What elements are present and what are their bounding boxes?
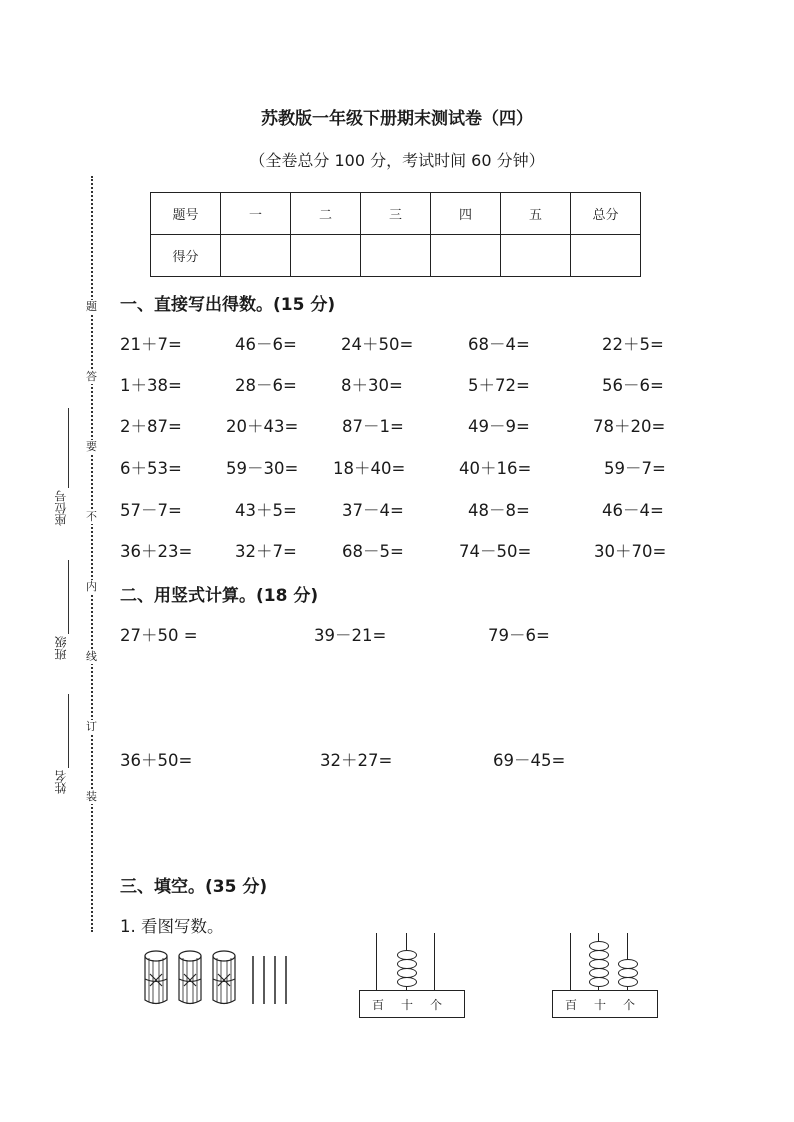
score-header-cell: 四	[431, 193, 501, 235]
problem: 32＋7=	[235, 542, 297, 561]
abacus-place-box	[552, 990, 658, 1018]
problem: 24＋50=	[341, 335, 414, 354]
problem: 56－6=	[602, 376, 664, 395]
place-ones: 个	[430, 998, 443, 1012]
problem: 87－1=	[342, 417, 404, 436]
oral-arith-row	[120, 372, 680, 396]
binding-dotted-line	[91, 176, 93, 932]
problem: 46－6=	[235, 335, 297, 354]
place-tens: 十	[401, 998, 414, 1012]
score-cell[interactable]	[291, 235, 361, 277]
page-subtitle: （全卷总分 100 分，考试时间 60 分钟）	[249, 151, 545, 170]
problem: 18＋40=	[333, 459, 406, 478]
abacus-bead	[618, 977, 638, 987]
section3-heading: 三、填空。(35 分)	[120, 877, 268, 897]
score-header-cell: 三	[361, 193, 431, 235]
problem: 20＋43=	[226, 417, 299, 436]
vertical-calc-problem: 32＋27=	[320, 751, 393, 770]
vertical-calc-row	[120, 747, 680, 771]
binding-char: 题	[86, 300, 97, 313]
score-header-cell: 二	[291, 193, 361, 235]
score-cell[interactable]	[431, 235, 501, 277]
section2-heading: 二、用竖式计算。(18 分)	[120, 586, 319, 606]
problem: 21＋7=	[120, 335, 182, 354]
stick-bundle-icon	[179, 951, 201, 1004]
score-header-cell: 一	[221, 193, 291, 235]
section1-heading: 一、直接写出得数。(15 分)	[120, 295, 336, 315]
stick-bundle-icon	[145, 951, 167, 1004]
problem: 48－8=	[468, 501, 530, 520]
problem: 59－30=	[226, 459, 299, 478]
question-1: 1. 看图写数。	[120, 917, 224, 936]
binding-char: 要	[86, 440, 97, 453]
score-cell[interactable]	[571, 235, 641, 277]
problem: 57－7=	[120, 501, 182, 520]
binding-char: 不	[86, 510, 97, 523]
problem: 37－4=	[342, 501, 404, 520]
vertical-calc-row	[120, 622, 680, 646]
vertical-calc-problem: 36＋50=	[120, 751, 193, 770]
problem: 68－4=	[468, 335, 530, 354]
score-cell[interactable]	[221, 235, 291, 277]
problem: 59－7=	[604, 459, 666, 478]
problem: 28－6=	[235, 376, 297, 395]
place-hundreds: 百	[565, 998, 578, 1012]
problem: 30＋70=	[594, 542, 667, 561]
score-table-header-row	[151, 193, 641, 235]
binding-char: 内	[86, 580, 97, 593]
score-table-score-row	[151, 235, 641, 277]
binding-char: 装	[86, 790, 97, 803]
problem: 8＋30=	[341, 376, 403, 395]
abacus-place-box	[359, 990, 465, 1018]
oral-arith-row	[120, 497, 680, 521]
page-title: 苏教版一年级下册期末测试卷（四）	[261, 109, 533, 129]
problem: 36＋23=	[120, 542, 193, 561]
score-table	[150, 192, 641, 277]
stick-bundle-icon	[213, 951, 235, 1004]
problem: 43＋5=	[235, 501, 297, 520]
problem: 74－50=	[459, 542, 532, 561]
vertical-calc-problem: 39－21=	[314, 626, 387, 645]
name-label: 姓名	[54, 770, 68, 794]
problem: 6＋53=	[120, 459, 182, 478]
oral-arith-row	[120, 455, 680, 479]
problem: 5＋72=	[468, 376, 530, 395]
score-cell[interactable]	[501, 235, 571, 277]
stick-bundles-illustration	[138, 948, 298, 1010]
score-header-cell: 总分	[571, 193, 641, 235]
binding-char: 订	[86, 720, 97, 733]
abacus-bead	[397, 977, 417, 987]
oral-arith-row	[120, 413, 680, 437]
oral-arith-row	[120, 538, 680, 562]
problem: 49－9=	[468, 417, 530, 436]
abacus-rod-hundreds	[570, 933, 571, 991]
class-label: 班级	[54, 636, 68, 660]
abacus-rod-hundreds	[376, 933, 377, 991]
problem: 40＋16=	[459, 459, 532, 478]
problem: 46－4=	[602, 501, 664, 520]
problem: 68－5=	[342, 542, 404, 561]
name-field[interactable]	[68, 694, 69, 768]
place-tens: 十	[594, 998, 607, 1012]
seat-number-field[interactable]	[68, 408, 69, 488]
score-cell[interactable]	[361, 235, 431, 277]
vertical-calc-problem: 27＋50 =	[120, 626, 198, 645]
abacus-rod-ones	[434, 933, 435, 991]
problem: 1＋38=	[120, 376, 182, 395]
score-header-cell: 五	[501, 193, 571, 235]
binding-char: 答	[86, 370, 97, 383]
abacus-bead	[589, 977, 609, 987]
problem: 2＋87=	[120, 417, 182, 436]
oral-arith-row	[120, 331, 680, 355]
problem: 22＋5=	[602, 335, 664, 354]
place-hundreds: 百	[372, 998, 385, 1012]
problem: 78＋20=	[593, 417, 666, 436]
vertical-calc-problem: 69－45=	[493, 751, 566, 770]
score-header-cell: 题号	[151, 193, 221, 235]
seat-number-label: 座位号	[54, 490, 68, 526]
score-row-label: 得分	[151, 235, 221, 277]
vertical-calc-problem: 79－6=	[488, 626, 550, 645]
place-ones: 个	[623, 998, 636, 1012]
class-field[interactable]	[68, 560, 69, 634]
binding-char: 线	[86, 650, 97, 663]
